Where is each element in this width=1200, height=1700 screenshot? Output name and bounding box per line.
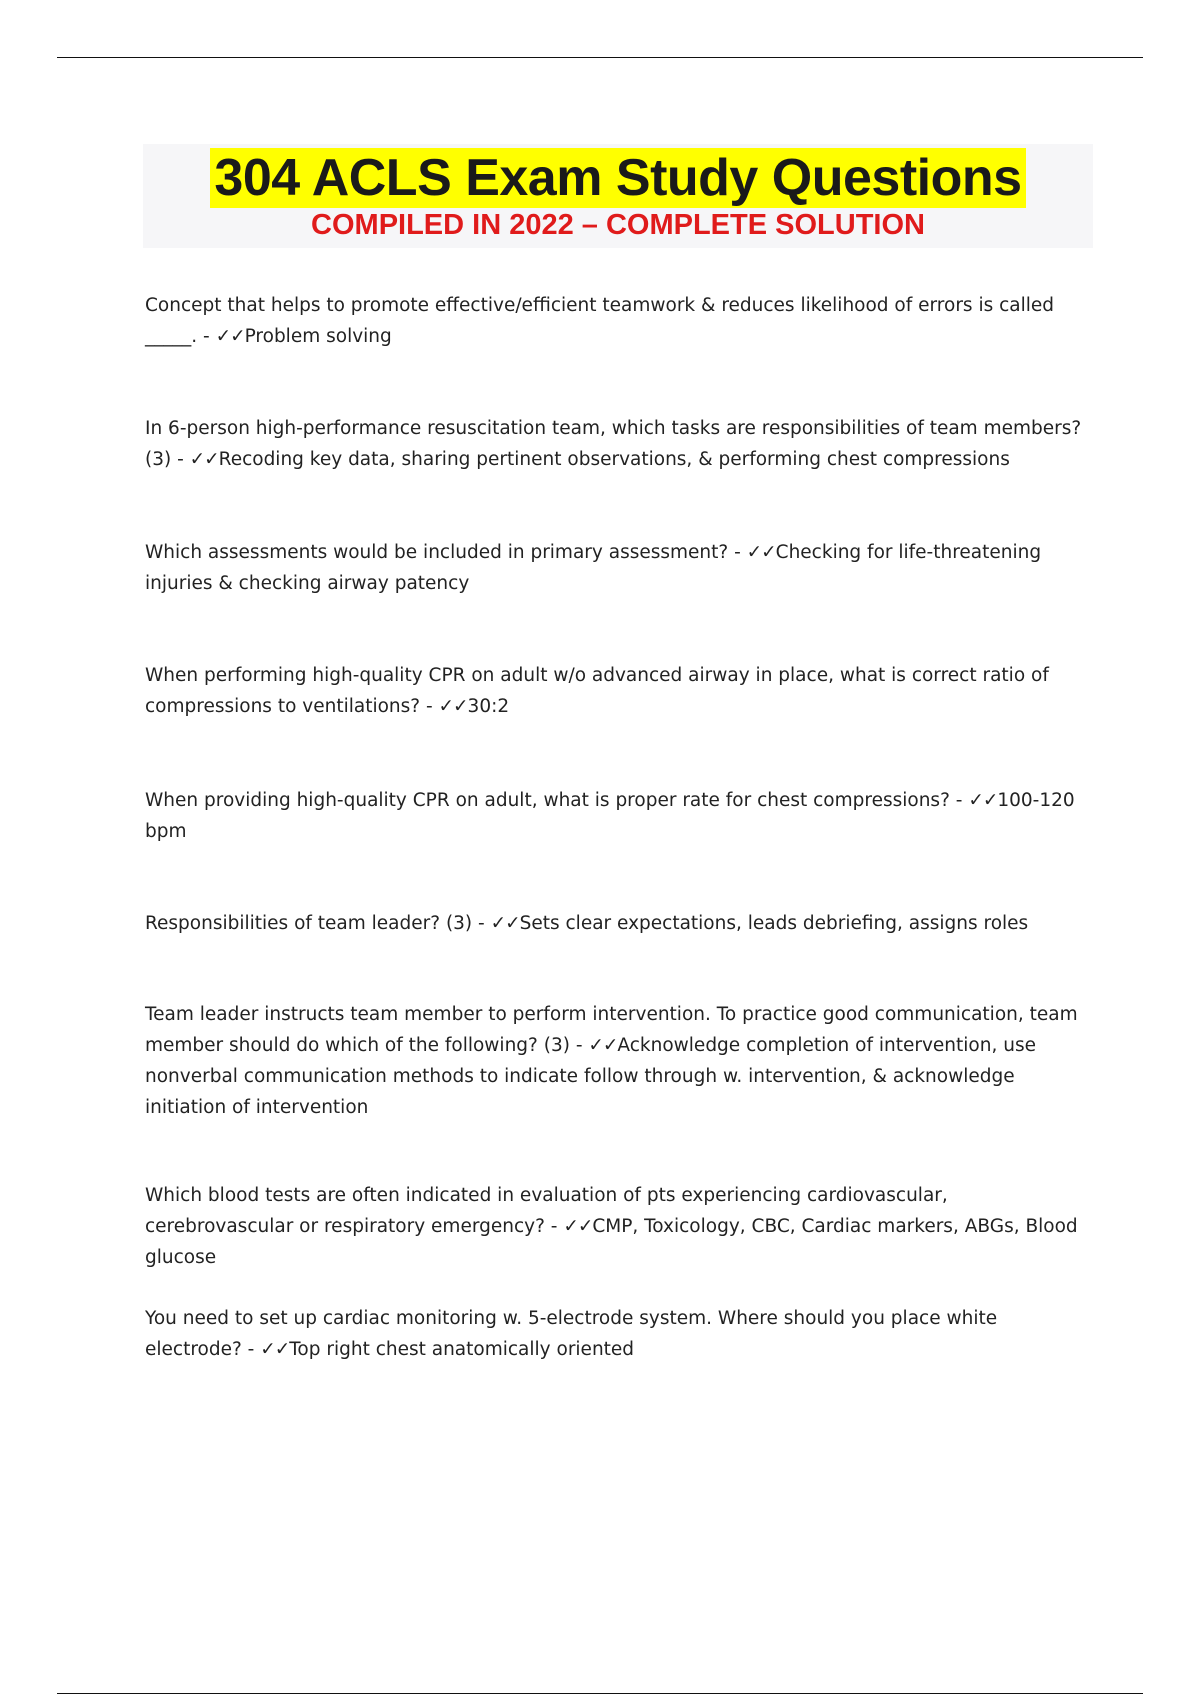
- qa-item: [145, 537, 1090, 599]
- qa-item: [145, 660, 1090, 722]
- qa-item: [145, 1303, 1090, 1365]
- page-subtitle: COMPILED IN 2022 – COMPLETE SOLUTION: [311, 209, 925, 241]
- qa-item: [145, 1180, 1090, 1273]
- qa-item: [145, 413, 1090, 475]
- qa-item: [145, 785, 1090, 847]
- bottom-rule: [57, 1693, 1143, 1694]
- question-text: Responsibilities of team leader? (3) -: [145, 913, 491, 934]
- answer-text: Sets clear expectations, leads debriefing, assigns roles: [519, 913, 1029, 934]
- qa-item: [145, 999, 1090, 1123]
- answer-text: Acknowledge completion of intervention, use nonverbal communication methods to indicate follow through w. intervention, & acknowledge initiation of intervention: [145, 1035, 1036, 1118]
- check-marks-icon: ✓✓: [438, 696, 468, 717]
- top-rule: [57, 57, 1143, 58]
- answer-text: Top right chest anatomically oriented: [289, 1339, 635, 1360]
- check-marks-icon: ✓✓: [588, 1035, 618, 1056]
- page-title: 304 ACLS Exam Study Questions: [210, 148, 1025, 208]
- question-text: Concept that helps to promote effective/efficient teamwork & reduces likelihood of errors is called _____. -: [145, 295, 1055, 347]
- question-text: Team leader instructs team member to perform intervention. To practice good communication, team member should do which of the following? (3) -: [145, 1004, 1078, 1056]
- title-block: [143, 144, 1093, 248]
- check-marks-icon: ✓✓: [746, 542, 776, 563]
- answer-text: 100-120 bpm: [145, 790, 1075, 842]
- question-text: You need to set up cardiac monitoring w. 5-electrode system. Where should you place white electrode? -: [145, 1308, 998, 1360]
- check-marks-icon: ✓✓: [189, 449, 219, 470]
- qa-item: [145, 290, 1090, 352]
- question-text: In 6-person high-performance resuscitation team, which tasks are responsibilities of team members? (3) -: [145, 418, 1082, 470]
- check-marks-icon: ✓✓: [968, 790, 998, 811]
- check-marks-icon: ✓✓: [260, 1339, 290, 1360]
- check-marks-icon: ✓✓: [563, 1216, 593, 1237]
- question-text: When providing high-quality CPR on adult, what is proper rate for chest compressions? -: [145, 790, 969, 811]
- answer-text: Problem solving: [244, 326, 392, 347]
- check-marks-icon: ✓✓: [215, 326, 245, 347]
- answer-text: Recoding key data, sharing pertinent observations, & performing chest compressions: [218, 449, 1010, 470]
- answer-text: Checking for life-threatening injuries & checking airway patency: [145, 542, 1042, 594]
- question-text: When performing high-quality CPR on adult w/o advanced airway in place, what is correct ratio of compressions to ventilations? -: [145, 665, 1049, 717]
- question-text: Which blood tests are often indicated in evaluation of pts experiencing cardiovascular, cerebrovascular or respiratory emergency? -: [145, 1185, 948, 1237]
- question-text: Which assessments would be included in primary assessment? -: [145, 542, 747, 563]
- answer-text: 30:2: [467, 696, 510, 717]
- check-marks-icon: ✓✓: [490, 913, 520, 934]
- answer-text: CMP, Toxicology, CBC, Cardiac markers, ABGs, Blood glucose: [145, 1216, 1078, 1268]
- qa-item: [145, 908, 1090, 939]
